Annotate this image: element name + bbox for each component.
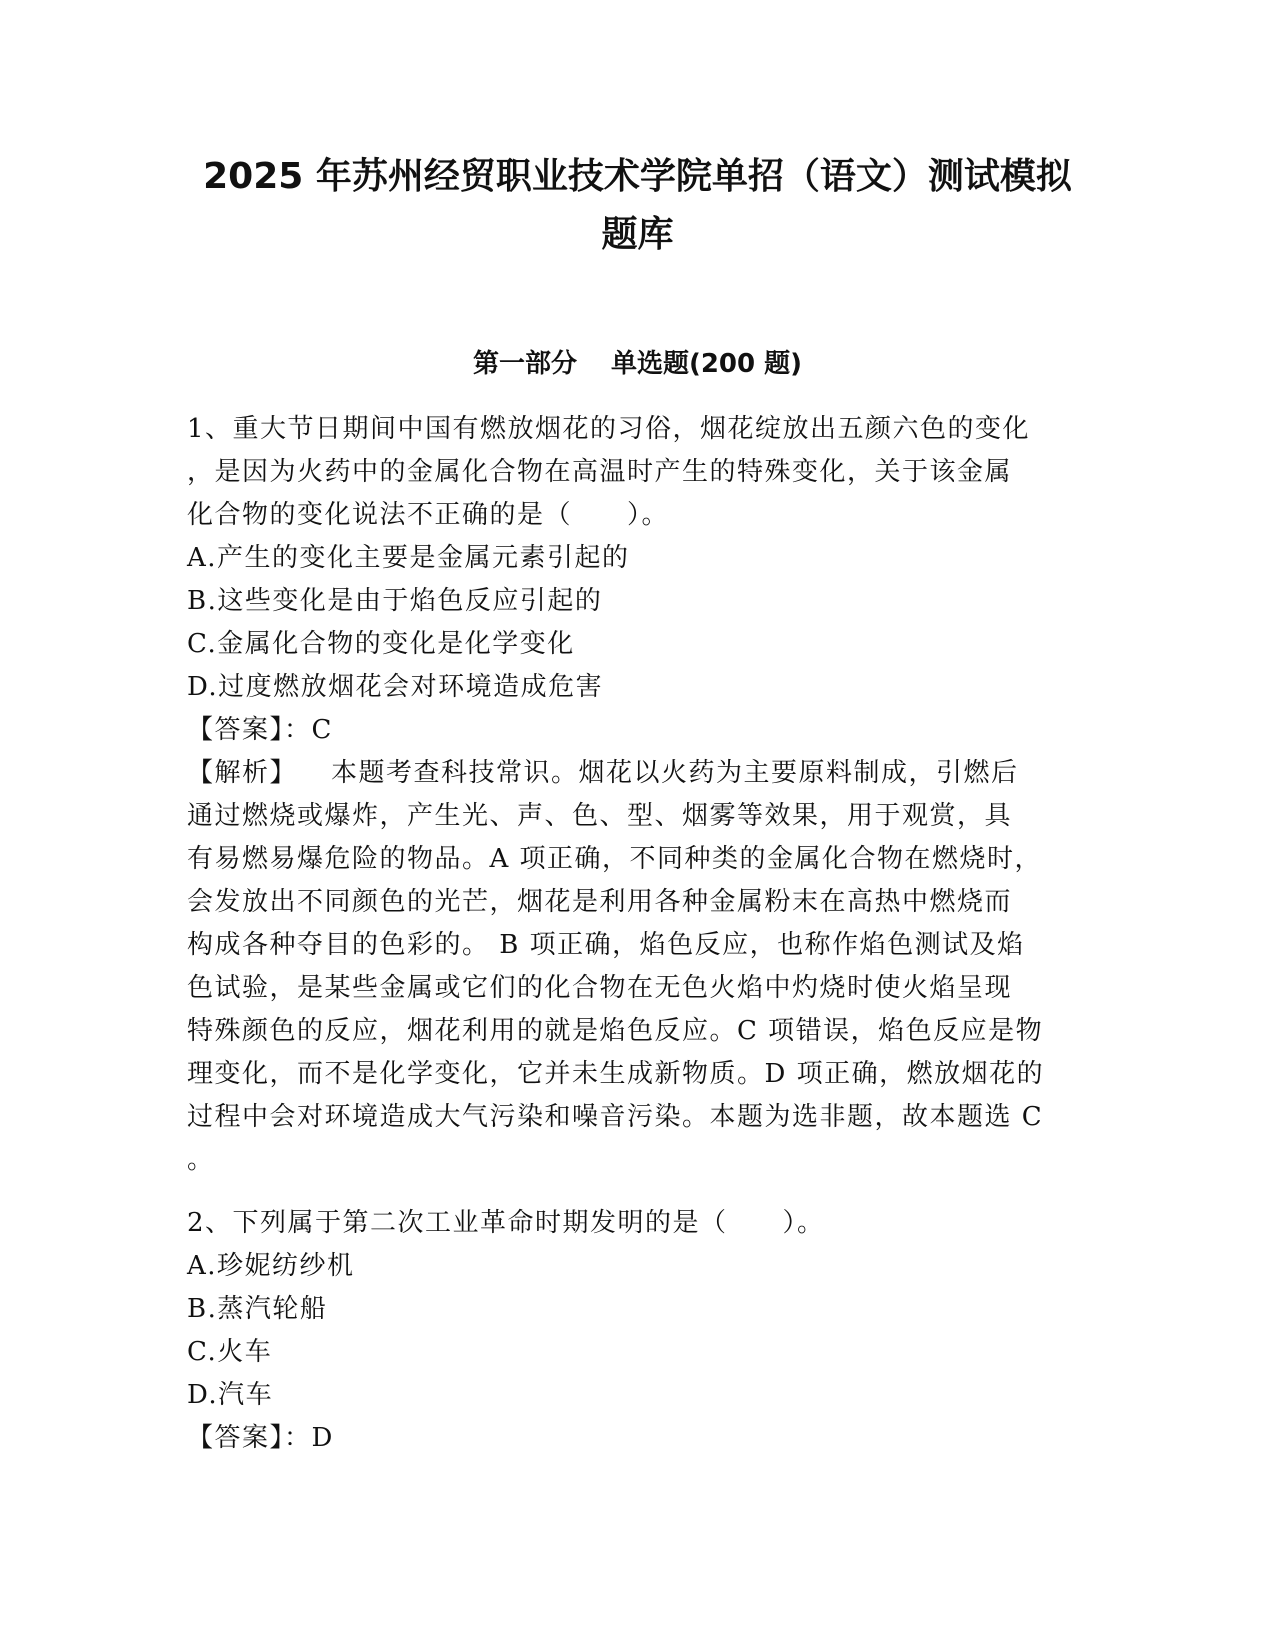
option-b: B.这些变化是由于焰色反应引起的: [187, 586, 603, 616]
title-line-1: 2025 年苏州经贸职业技术学院单招（语文）测试模拟: [203, 156, 1072, 197]
section-heading: [150, 346, 1125, 382]
option-a: A.产生的变化主要是金属元素引起的: [187, 543, 630, 573]
analysis-line: 会发放出不同颜色的光芒，烟花是利用各种金属粉末在高热中燃烧而: [187, 887, 1013, 917]
analysis-line: 过程中会对环境造成大气污染和噪音污染。本题为选非题，故本题选 C: [187, 1102, 1044, 1132]
question-2: [187, 1202, 1087, 1460]
option-a: A.珍妮纺纱机: [187, 1251, 355, 1281]
option-c: C.火车: [187, 1337, 273, 1367]
analysis-line: 理变化，而不是化学变化，它并未生成新物质。D 项正确，燃放烟花的: [187, 1059, 1045, 1089]
question-stem: [187, 1202, 1087, 1245]
question-list: [187, 408, 1087, 1480]
stem-line: 2、下列属于第二次工业革命时期发明的是（ ）。: [187, 1208, 825, 1238]
stem-line: 1、重大节日期间中国有燃放烟花的习俗，烟花绽放出五颜六色的变化: [187, 414, 1031, 444]
analysis-line: 色试验，是某些金属或它们的化合物在无色火焰中灼烧时使火焰呈现: [187, 973, 1013, 1003]
answer-value: D: [311, 1423, 334, 1453]
analysis-text: 本题考查科技常识。烟花以火药为主要原料制成，引燃后: [331, 758, 1019, 788]
section-name: 单选题(200 题): [610, 349, 803, 379]
analysis-line: [187, 752, 1087, 795]
question-stem: [187, 408, 1087, 537]
analysis-label: 【解析】: [187, 758, 298, 788]
answer-line: [187, 709, 1087, 752]
analysis-line: 有易燃易爆危险的物品。A 项正确，不同种类的金属化合物在燃烧时，: [187, 844, 1043, 874]
option-b: B.蒸汽轮船: [187, 1294, 328, 1324]
analysis-line: 。: [187, 1145, 215, 1175]
analysis-line: 通过燃烧或爆炸，产生光、声、色、型、烟雾等效果，用于观赏，具: [187, 801, 1013, 831]
option-d: D.汽车: [187, 1380, 274, 1410]
option-c: C.金属化合物的变化是化学变化: [187, 629, 575, 659]
answer-line: [187, 1417, 1087, 1460]
analysis-line: 构成各种夺目的色彩的。 B 项正确，焰色反应，也称作焰色测试及焰: [187, 930, 1025, 960]
answer-label: 【答案】：: [187, 715, 312, 745]
title-line-2: 题库: [601, 214, 674, 255]
option-d: D.过度燃放烟花会对环境造成危害: [187, 672, 604, 702]
answer-label: 【答案】：: [187, 1423, 312, 1453]
section-part: 第一部分: [472, 349, 577, 379]
document-title: [150, 148, 1125, 264]
answer-value: C: [311, 715, 333, 745]
question-1: [187, 408, 1087, 1182]
analysis-line: 特殊颜色的反应，烟花利用的就是焰色反应。C 项错误，焰色反应是物: [187, 1016, 1044, 1046]
stem-line: 化合物的变化说法不正确的是（ ）。: [187, 500, 670, 530]
stem-line: ，是因为火药中的金属化合物在高温时产生的特殊变化，关于该金属: [187, 457, 1013, 487]
